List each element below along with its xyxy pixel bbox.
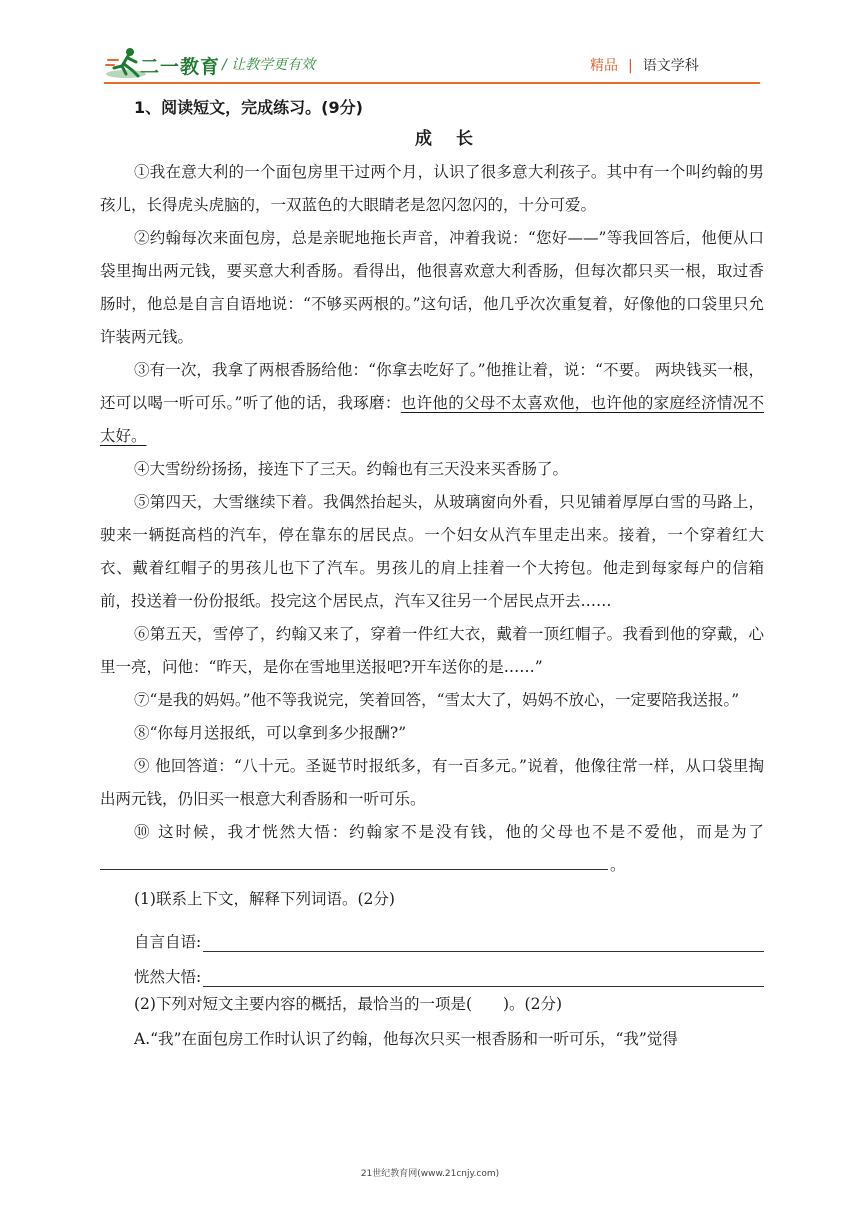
paragraph-2: ②约翰每次来面包房，总是亲昵地拖长声音，冲着我说：“您好——”等我回答后，他便从口袋里掏出两元钱，要买意大利香肠。看得出，他很喜欢意大利香肠，但每次都只买一根，取过香肠时，他总是自言自语地说：“不够买两根的。”这句话，他几乎次次重复着，好像他的口袋里只允许装两元钱。 bbox=[100, 229, 764, 346]
paragraph-10-end: 。 bbox=[610, 856, 626, 874]
option-a: A.“我”在面包房工作时认识了约翰，他每次只买一根香肠和一听可乐，“我”觉得 bbox=[134, 1030, 678, 1048]
quality-label: 精品 bbox=[590, 58, 618, 74]
paragraph-1: ①我在意大利的一个面包房里干过两个月，认识了很多意大利孩子。其中有一个叫约翰的男孩儿，长得虎头虎脑的，一双蓝色的大眼睛老是忽闪忽闪的，十分可爱。 bbox=[100, 163, 764, 214]
paragraph-3 bbox=[100, 354, 764, 453]
term-label-2: 恍然大悟: bbox=[134, 968, 202, 986]
term-label-1: 自言自语: bbox=[134, 933, 202, 951]
question-content bbox=[100, 94, 764, 1057]
paragraph-5: ⑤第四天，大雪继续下着。我偶然抬起头，从玻璃窗向外看，只见铺着厚厚白雪的马路上，驶来一辆挺高档的汽车，停在靠东的居民点。一个妇女从汽车里走出来。接着，一个穿着红大衣、戴着红帽子的男孩儿也下了汽车。男孩儿的肩上挂着一个大挎包。他走到每家每户的信箱前，投送着一份份报纸。投完这个居民点，汽车又往另一个居民点开去…… bbox=[100, 493, 764, 610]
header-divider: | bbox=[628, 58, 633, 74]
paragraph-10-text: ⑩ 这时候，我才恍然大悟：约翰家不是没有钱，他的父母也不是不爱他，而是为了 bbox=[134, 823, 764, 841]
brand-name: 二一教育 bbox=[140, 56, 221, 78]
paragraph-4: ④大雪纷纷扬扬，接连下了三天。约翰也有三天没来买香肠了。 bbox=[134, 460, 569, 478]
header-rule bbox=[104, 82, 760, 84]
paragraph-8: ⑧“你每月送报纸，可以拿到多少报酬?” bbox=[134, 724, 407, 742]
subquestion-1-prompt: (1)联系上下文，解释下列词语。(2分) bbox=[134, 890, 395, 908]
paragraph-9: ⑨ 他回答道：“八十元。圣诞节时报纸多，有一百多元。”说着，他像往常一样，从口袋里掏出两元钱，仍旧买一根意大利香肠和一听可乐。 bbox=[100, 757, 764, 808]
paragraph-3-text: ③有一次，我拿了两根香肠给他：“你拿去吃好了。”他推让着，说：“不要。 两块钱买一根，还可以喝一听可乐。”听了他的话，我琢磨： bbox=[100, 361, 764, 412]
subject-label: 语文学科 bbox=[642, 58, 699, 74]
answer-line-2[interactable] bbox=[203, 962, 764, 987]
answer-line-1[interactable] bbox=[203, 927, 764, 952]
answer-row-1 bbox=[100, 917, 764, 952]
answer-row-2 bbox=[100, 952, 764, 987]
page-header bbox=[0, 0, 860, 90]
paragraph-10 bbox=[100, 816, 764, 882]
brand-slogan: / 让教学更有效 bbox=[222, 57, 316, 73]
paragraph-6: ⑥第五天，雪停了，约翰又来了，穿着一件红大衣，戴着一顶红帽子。我看到他的穿戴，心里一亮，问他：“昨天，是你在雪地里送报吧?开车送你的是……” bbox=[100, 625, 764, 676]
paragraph-7: ⑦“是我的妈妈。”他不等我说完，笑着回答，“雪太大了，妈妈不放心，一定要陪我送报。” bbox=[134, 691, 740, 709]
fill-blank[interactable] bbox=[100, 849, 608, 870]
page-footer: 21世纪教育网(www.21cnjy.com) bbox=[360, 1169, 500, 1179]
question-title: 1、阅读短文，完成练习。(9分) bbox=[134, 98, 363, 117]
passage-title: 成长 bbox=[415, 129, 497, 149]
header-tags bbox=[590, 55, 699, 75]
underlined-sentence: 也许他的父母不太喜欢他，也许他的家庭经济情况不太好。 bbox=[100, 394, 764, 445]
subquestion-2-prompt: (2)下列对短文主要内容的概括，最恰当的一项是( )。(2分) bbox=[134, 995, 563, 1013]
